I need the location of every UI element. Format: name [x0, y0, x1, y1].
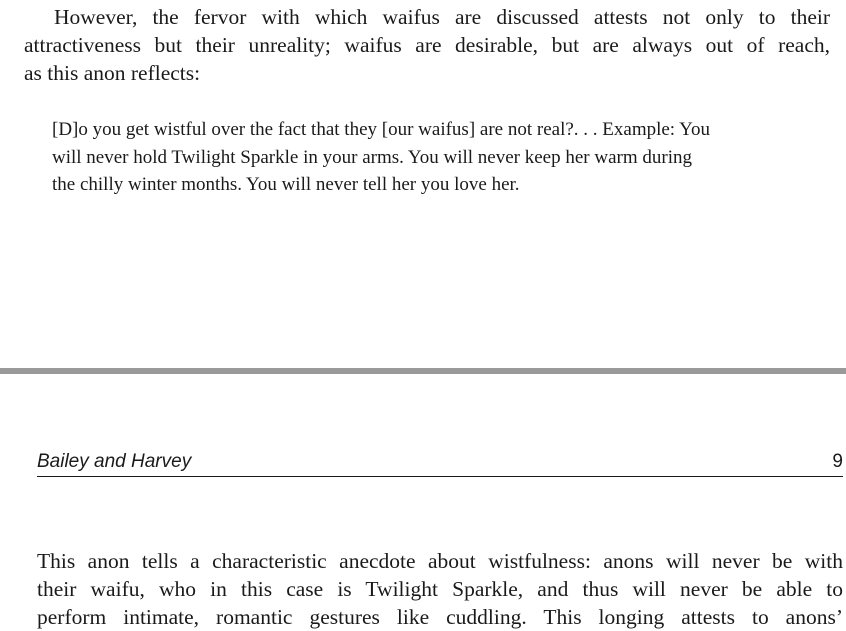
body-paragraph: [24, 3, 830, 87]
quote-line: [D]o you get wistful over the fact that they [our waifus] are not real?. . . Example: You: [52, 119, 710, 140]
paragraph-line: However, the fervor with which waifus are discussed attests not only to their: [54, 5, 830, 29]
paragraph-line: perform intimate, romantic gestures like cuddling. This longing attests to anons’: [37, 605, 843, 629]
block-quote: [52, 116, 804, 199]
quote-line: will never hold Twilight Sparkle in your arms. You will never keep her warm during: [52, 146, 692, 168]
paragraph-line: their waifu, who in this case is Twilight Sparkle, and thus will never be able to: [37, 577, 843, 601]
page-divider: [0, 368, 846, 374]
paragraph-line: attractiveness but their unreality; waifus are desirable, but are always out of reach,: [24, 33, 830, 57]
running-header: [37, 448, 843, 477]
body-paragraph-next-page: [37, 547, 843, 631]
page-number: 9: [832, 451, 843, 472]
quote-line: the chilly winter months. You will never tell her you love her.: [52, 174, 520, 195]
paragraph-line: This anon tells a characteristic anecdote about wistfulness: anons will never be with: [37, 549, 843, 573]
running-header-authors: Bailey and Harvey: [37, 451, 192, 472]
paragraph-line: as this anon reflects:: [24, 61, 201, 85]
